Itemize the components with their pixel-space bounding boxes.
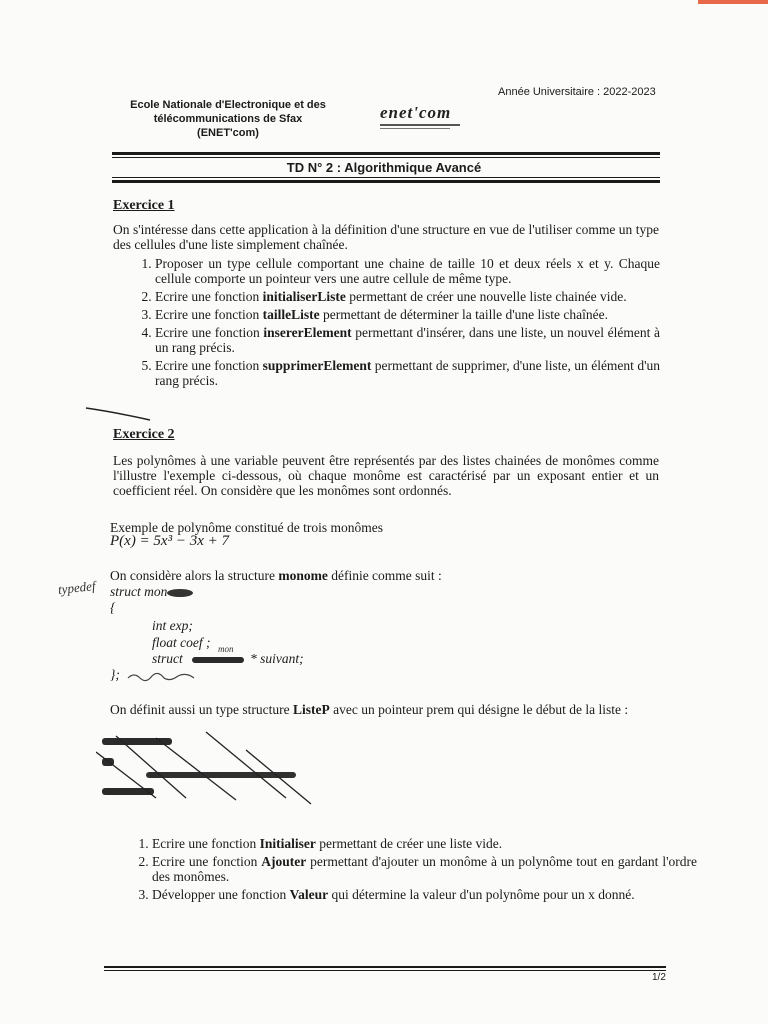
polynomial-formula: P(x) = 5x³ − 3x + 7 bbox=[110, 533, 229, 549]
item-text: permettant d'insérer, dans une liste, un nouvel élément à un rang précis. bbox=[155, 325, 661, 355]
school-line-1: Ecole Nationale d'Electronique et des bbox=[130, 99, 326, 111]
school-name bbox=[108, 98, 348, 140]
function-name: Ajouter bbox=[261, 854, 307, 869]
code-line-5-tail: * suivant; bbox=[250, 651, 304, 666]
text: avec un pointeur prem qui désigne le début de la liste : bbox=[329, 702, 629, 717]
list-item bbox=[152, 854, 697, 884]
cross-out-scribble bbox=[164, 587, 196, 599]
function-name: initialiserListe bbox=[262, 289, 346, 304]
list-item bbox=[155, 307, 660, 322]
code-line-4: float coef ; bbox=[152, 635, 211, 650]
list-item bbox=[152, 887, 697, 902]
item-text: Ecrire une fonction bbox=[152, 836, 260, 851]
list-item bbox=[155, 358, 660, 388]
item-text: permettant de supprimer, d'une liste, un élément d'un rang précis. bbox=[155, 358, 660, 388]
struct-name: monome bbox=[278, 568, 328, 583]
item-text: Ecrire une fonction bbox=[155, 358, 263, 373]
exercise-1-heading: Exercice 1 bbox=[113, 198, 175, 213]
code-line-3: int exp; bbox=[152, 618, 193, 633]
pen-stroke bbox=[84, 404, 154, 424]
listep-intro bbox=[110, 702, 660, 717]
function-name: insererElement bbox=[263, 325, 352, 340]
exercise-1-intro: On s'intéresse dans cette application à la définition d'une structure en vue de l'utiliser comme un type des cellules d'une liste simplement chaînée. bbox=[113, 222, 659, 252]
title-rule-bottom bbox=[112, 180, 660, 183]
exercise-2-heading: Exercice 2 bbox=[113, 427, 175, 442]
text: On considère alors la structure bbox=[110, 568, 279, 583]
function-name: Initialiser bbox=[259, 836, 316, 851]
text: On définit aussi un type structure bbox=[110, 702, 293, 717]
exercise-1-list bbox=[115, 256, 660, 391]
item-text: Ecrire une fonction bbox=[155, 289, 263, 304]
code-line-2: { bbox=[110, 600, 116, 615]
academic-year: Année Universitaire : 2022-2023 bbox=[498, 86, 656, 98]
page-title: TD N° 2 : Algorithmique Avancé bbox=[286, 160, 482, 175]
logo-underline-2 bbox=[380, 128, 450, 129]
code-line-5: struct bbox=[152, 651, 183, 666]
margin-handnote: typedef bbox=[57, 578, 97, 597]
function-name: supprimerElement bbox=[262, 358, 372, 373]
logo-underline bbox=[380, 124, 460, 126]
footer-rule-thin bbox=[104, 970, 666, 971]
footer-rule bbox=[104, 966, 666, 968]
item-text: qui détermine la valeur d'un polynôme pour un x donné. bbox=[328, 887, 635, 902]
item-text: permettant de déterminer la taille d'une liste chaînée. bbox=[319, 307, 609, 322]
struct-intro bbox=[110, 568, 530, 583]
item-text: Proposer un type cellule comportant une chaine de taille 10 et deux réels x et y. Chaque cellule comporte un pointeur vers une autre cellule de même type. bbox=[155, 256, 660, 286]
item-text: permettant de créer une nouvelle liste chainée vide. bbox=[345, 289, 627, 304]
function-name: Valeur bbox=[289, 887, 329, 902]
enetcom-logo bbox=[380, 104, 472, 134]
exercise-2-questions bbox=[112, 836, 697, 905]
list-item bbox=[152, 836, 697, 851]
school-line-3: (ENET'com) bbox=[197, 127, 259, 139]
handwritten-scribble bbox=[126, 670, 206, 682]
code-line-6: }; bbox=[110, 667, 120, 682]
list-item bbox=[155, 256, 660, 286]
logo-text: enet'com bbox=[380, 103, 452, 122]
item-text: Ecrire une fonction bbox=[155, 325, 264, 340]
item-text: Développer une fonction bbox=[152, 887, 290, 902]
corner-mark bbox=[698, 0, 768, 4]
example-label: Exemple de polynôme constitué de trois monômes bbox=[110, 520, 383, 535]
function-name: tailleListe bbox=[262, 307, 320, 322]
item-text: permettant d'ajouter un monôme à un polynôme tout en gardant l'ordre des monômes. bbox=[152, 854, 697, 884]
text: définie comme suit : bbox=[327, 568, 442, 583]
school-line-2: télécommunications de Sfax bbox=[153, 113, 303, 125]
item-text: Ecrire une fonction bbox=[155, 307, 263, 322]
title-rule-bottom-thin bbox=[112, 177, 660, 178]
crossed-out-struct bbox=[96, 728, 316, 812]
list-item bbox=[155, 325, 660, 355]
cross-out-scribble bbox=[190, 654, 248, 666]
superscript-handnote: mon bbox=[218, 644, 234, 654]
item-text: permettant de créer une liste vide. bbox=[315, 836, 503, 851]
item-text: Ecrire une fonction bbox=[152, 854, 262, 869]
code-line-1: struct mon bbox=[110, 584, 168, 599]
title-rule-top bbox=[112, 152, 660, 155]
exercise-2-intro: Les polynômes à une variable peuvent être représentés par des listes chainées de monômes comme l'illustre l'exemple ci-dessous, où chaque monôme est caractérisé par un exposant entier et un coefficient réel. On considère que les monômes sont ordonnés. bbox=[113, 453, 659, 498]
title-rule-top-thin bbox=[112, 157, 660, 158]
page-number: 1/2 bbox=[652, 972, 666, 983]
struct-name: ListeP bbox=[292, 702, 330, 717]
list-item bbox=[155, 289, 660, 304]
